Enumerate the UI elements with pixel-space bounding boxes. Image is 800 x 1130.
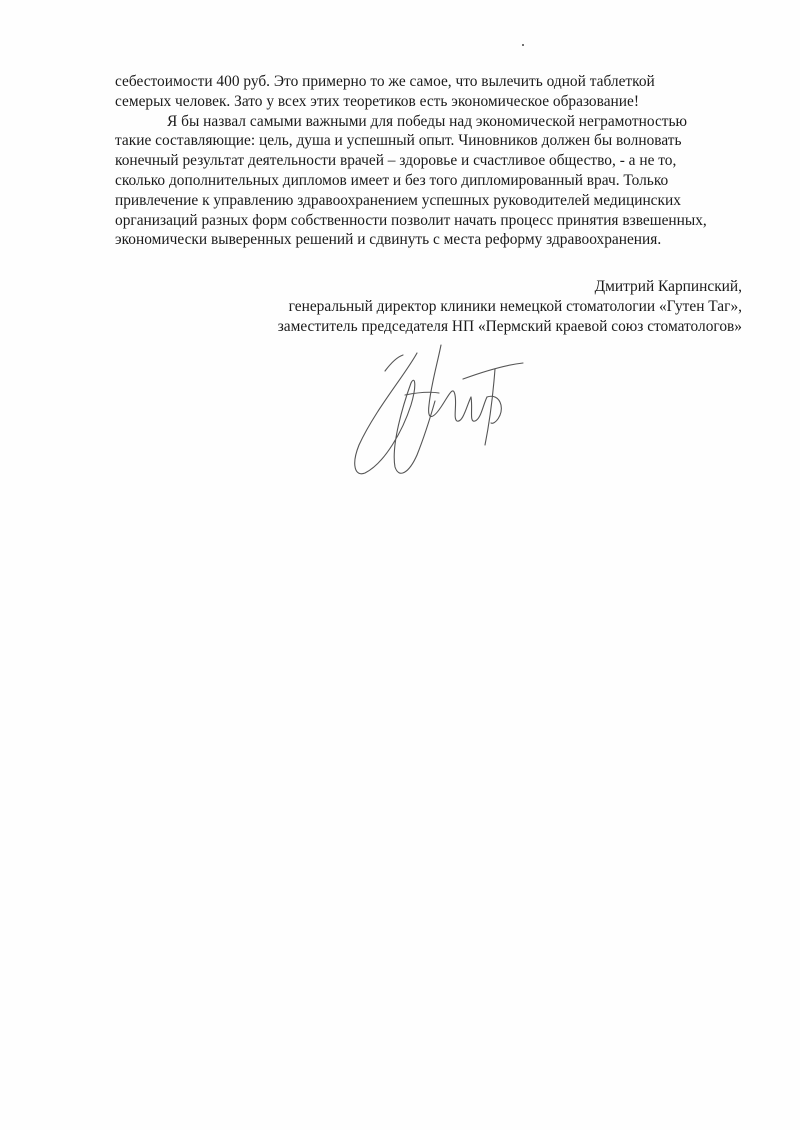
document-body xyxy=(115,72,755,250)
handwritten-signature xyxy=(345,335,535,485)
body-line: конечный результат деятельности врачей – здоровье и счастливое общество, - а не то, xyxy=(115,152,677,170)
signer-title: генеральный директор клиники немецкой стоматологии «Гутен Таг», xyxy=(288,298,742,315)
signer-name: Дмитрий Карпинский, xyxy=(594,278,742,295)
body-line: привлечение к управлению здравоохранением успешных руководителей медицинских xyxy=(115,191,681,209)
body-line: экономически выверенных решений и сдвинуть с места реформу здравоохранения. xyxy=(115,231,662,249)
signer-title: заместитель председателя НП «Пермский краевой союз стоматологов» xyxy=(277,318,742,335)
page-mark xyxy=(522,44,524,46)
signature-block xyxy=(278,277,742,337)
body-line: Я бы назвал самыми важными для победы над экономической неграмотностью xyxy=(167,112,688,130)
body-line: такие составляющие: цель, душа и успешный опыт. Чиновников должен бы волновать xyxy=(115,132,682,150)
body-line: семерых человек. Зато у всех этих теоретиков есть экономическое образование! xyxy=(115,92,639,110)
body-line: себестоимости 400 руб. Это примерно то же самое, что вылечить одной таблеткой xyxy=(115,73,655,90)
body-line: организаций разных форм собственности позволит начать процесс принятия взвешенных, xyxy=(115,211,707,229)
body-line: сколько дополнительных дипломов имеет и без того дипломированный врач. Только xyxy=(115,171,669,189)
